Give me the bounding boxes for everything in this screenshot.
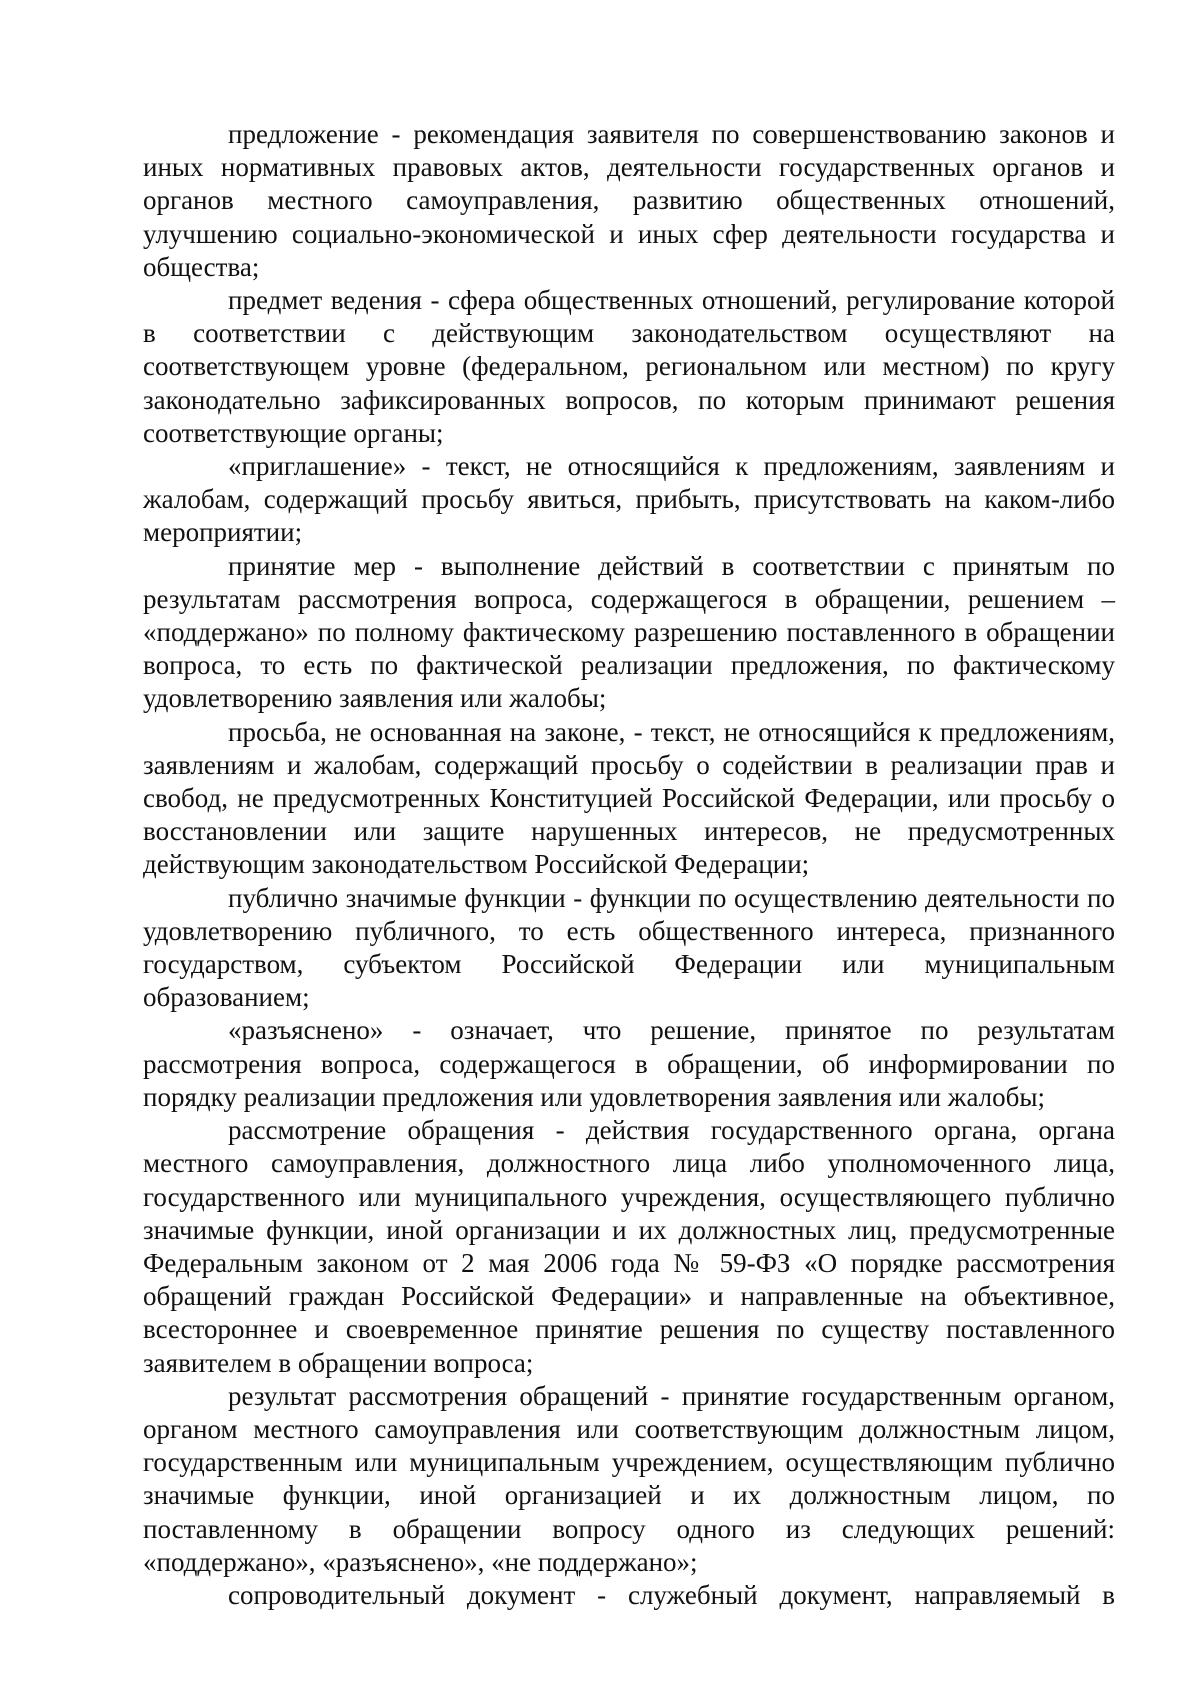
paragraph-publichno-znachimye-funkcii: публично значимые функции - функции по осуществлению деятельности по удовлетворению публичного, то есть общественного интереса, признанного государством, субъектом Российской Федерации или муниципальным образованием; — [143, 882, 1115, 1013]
paragraph-priglashenie: «приглашение» - текст, не относящийся к предложениям, заявлениям и жалобам, содержащий просьбу явиться, прибыть, присутствовать на каком-либо мероприятии; — [143, 451, 1115, 548]
paragraph-predlozhenie: предложение - рекомендация заявителя по совершенствованию законов и иных нормативных правовых актов, деятельности государственных органов и органов местного самоуправления, развитию общественных отношений, улучшению социально-экономической и иных сфер деятельности государства и общества; — [143, 119, 1115, 282]
paragraph-predmet-vedeniya: предмет ведения - сфера общественных отношений, регулирование которой в соответствии с действующим законодательством осуществляют на соответствующем уровне (федеральном, региональном или местном) по кругу законодательно зафиксированных вопросов, по которым принимают решения соответствующие органы; — [143, 285, 1115, 448]
document-body — [143, 118, 1115, 1612]
paragraph-soprovoditelnyj-dokument: сопроводительный документ - служебный документ, направляемый в — [228, 1579, 1115, 1610]
paragraph-rassmotrenie-obrashcheniya: рассмотрение обращения - действия государственного органа, органа местного самоуправления, должностного лица либо уполномоченного лица, государственного или муниципального учреждения, осуществляющего публично значимые функции, иной организации и их должностных лиц, предусмотренные Федеральным законом от 2 мая 2006 года № 59-ФЗ «О порядке рассмотрения обращений граждан Российской Федерации» и направленные на объективное, всестороннее и своевременное принятие решения по существу поставленного заявителем в обращении вопроса; — [143, 1115, 1115, 1378]
paragraph-razyasneno: «разъяснено» - означает, что решение, принятое по результатам рассмотрения вопроса, содержащегося в обращении, об информировании по порядку реализации предложения или удовлетворения заявления или жалобы; — [143, 1015, 1115, 1112]
paragraph-rezultat-rassmotreniya: результат рассмотрения обращений - принятие государственным органом, органом местного самоуправления или соответствующим должностным лицом, государственным или муниципальным учреждением, осуществляющим публично значимые функции, иной организацией и их должностным лицом, по поставленному в обращении вопросу одного из следующих решений: «поддержано», «разъяснено», «не поддержано»; — [143, 1380, 1115, 1577]
paragraph-prinyatie-mer: принятие мер - выполнение действий в соответствии с принятым по результатам рассмотрения вопроса, содержащегося в обращении, решением – «поддержано» по полному фактическому разрешению поставленного в обращении вопроса, то есть по фактической реализации предложения, по фактическому удовлетворению заявления или жалобы; — [143, 550, 1115, 714]
paragraph-prosba: просьба, не основанная на законе, - текст, не относящийся к предложениям, заявлениям и жалобам, содержащий просьбу о содействии в реализации прав и свобод, не предусмотренных Конституцией Российской Федерации, или просьбу о восстановлении или защите нарушенных интересов, не предусмотренных действующим законодательством Российской Федерации; — [143, 716, 1115, 880]
